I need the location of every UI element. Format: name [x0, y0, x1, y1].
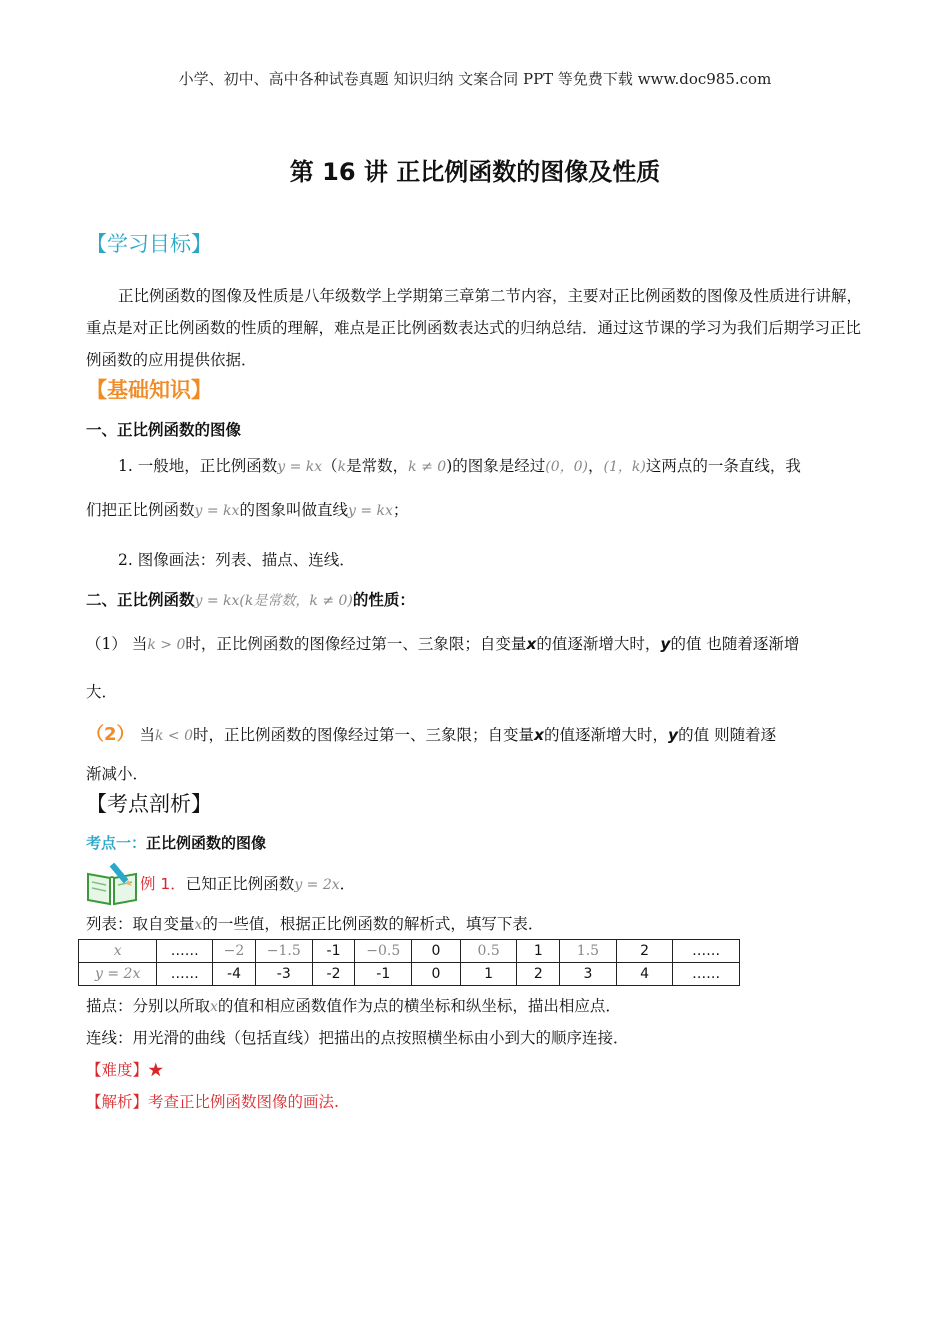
def-math-7: y = kx [347, 503, 393, 519]
property-1-line-1 [86, 632, 866, 654]
s2-math: y = kx(k是常数，k ≠ 0) [194, 593, 353, 609]
def-text-g: 们把正比例函数 [86, 501, 195, 519]
def-text-i: ； [392, 501, 409, 519]
example-end: ． [339, 875, 356, 893]
property-1-line-2: 大． [86, 683, 118, 701]
analysis-heading: 【考点剖析】 [86, 792, 212, 816]
learning-goal-text: 正比例函数的图像及性质是八年级数学上学期第三章第二节内容，主要对正比例函数的图像及性质进行讲解，重点是对正比例函数的性质的理解，难点是正比例函数表达式的归纳总结．通过这节课的学习为我们后期学习正比例函数的应用提供依据． [86, 287, 863, 369]
example-label: 例 1． [140, 875, 186, 893]
section-one-title: 一、正比例函数的图像 [86, 421, 242, 439]
c1-text-c: 的值逐渐增大时， [536, 635, 661, 653]
def-math-3: k ≠ 0 [408, 459, 447, 475]
key-point-label: 考点一： [86, 834, 147, 852]
c1-var-y: y [660, 635, 671, 653]
table-cell: 1 [517, 940, 560, 963]
def-math-5: (1，k) [603, 459, 646, 475]
c2-var-x: x [534, 726, 545, 744]
def-math-6: y = kx [194, 503, 240, 519]
example-math: y = 2x [294, 877, 340, 893]
table-cell: 2 [517, 963, 560, 986]
c2-num: （2） [86, 724, 135, 745]
plot-text-a: 描点：分别以所取 [86, 997, 211, 1015]
drawing-method: 2. 图像画法：列表、描点、连线． [118, 551, 355, 569]
table-cell: -2 [312, 963, 355, 986]
table-cell: −2 [213, 940, 256, 963]
solution-text: 考查正比例函数图像的画法. [148, 1093, 339, 1111]
table-cell: 1 [460, 963, 517, 986]
table-cell: -1 [355, 963, 412, 986]
plot-text-b: 的值和相应函数值作为点的横坐标和纵坐标，描出相应点． [217, 997, 621, 1015]
table-cell: 2 [616, 940, 673, 963]
c2-text-d: 的值 则随着逐 [678, 726, 777, 744]
plot-var-x: x [210, 999, 218, 1015]
c1-text-b: 时，正比例函数的图像经过第一、三象限；自变量 [185, 635, 527, 653]
c1-num: （1） [86, 635, 127, 653]
table-cell: 4 [616, 963, 673, 986]
learning-goal-heading: 【学习目标】 [86, 232, 212, 256]
basics-heading: 【基础知识】 [86, 378, 212, 402]
table-cell: 0.5 [460, 940, 517, 963]
table-cell: 0 [412, 963, 461, 986]
page-title: 第 16 讲 正比例函数的图像及性质 [289, 158, 661, 186]
def-math-4: (0，0) [545, 459, 588, 475]
def-text-h: 的图象叫做直线 [239, 501, 348, 519]
table-cell: −1.5 [255, 940, 312, 963]
def-text-d: )的图象是经过 [446, 457, 546, 475]
section-two-title [86, 588, 866, 610]
table-cell: 0 [412, 940, 461, 963]
solution-label: 【解析】 [86, 1093, 149, 1111]
table-row [79, 963, 740, 986]
def-math-2: k [337, 459, 347, 475]
difficulty-label: 【难度】 [86, 1061, 149, 1079]
table-cell: y = 2x [79, 963, 157, 986]
property-2-line-2: 渐减小． [86, 765, 149, 783]
difficulty-star: ★ [148, 1061, 164, 1079]
c1-text-d: 的值 也随着逐渐增 [670, 635, 800, 653]
list-text-a: 列表：取自变量 [86, 915, 195, 933]
definition-line-2 [86, 498, 866, 520]
value-table [78, 939, 740, 986]
key-point-title: 正比例函数的图像 [146, 834, 267, 852]
c1-text-a: 当 [131, 635, 148, 653]
def-text-f: 这两点的一条直线，我 [645, 457, 801, 475]
s2-text-b: 的性质： [352, 591, 415, 609]
list-instruction [86, 912, 866, 934]
def-text-b: （ [322, 457, 338, 475]
c1-math: k > 0 [147, 637, 186, 653]
table-cell: -3 [255, 963, 312, 986]
key-point-one [86, 832, 266, 853]
table-cell: -1 [312, 940, 355, 963]
table-cell: …… [673, 940, 740, 963]
def-math-1: y = kx [277, 459, 323, 475]
solution [86, 1090, 866, 1112]
connect-instruction: 连线：用光滑的曲线（包括直线）把描出的点按照横坐标由小到大的顺序连接． [86, 1029, 629, 1047]
table-cell: -4 [213, 963, 256, 986]
table-cell: …… [157, 940, 213, 963]
table-cell: 3 [560, 963, 617, 986]
list-text-b: 的一些值，根据正比例函数的解析式，填写下表． [202, 915, 544, 933]
example-one [140, 872, 355, 894]
c2-text-a: 当 [139, 726, 155, 744]
table-row [79, 940, 740, 963]
table-cell: 1.5 [560, 940, 617, 963]
table-cell: x [79, 940, 157, 963]
table-cell: …… [673, 963, 740, 986]
difficulty [86, 1058, 866, 1080]
definition-line-1 [118, 454, 866, 476]
plot-instruction [86, 994, 866, 1016]
c2-text-c: 的值逐渐增大时， [544, 726, 669, 744]
c2-var-y: y [668, 726, 679, 744]
c2-math: k < 0 [154, 728, 194, 744]
c2-text-b: 时，正比例函数的图像经过第一、三象限；自变量 [193, 726, 535, 744]
property-2-line-1 [86, 720, 866, 746]
def-text-e: ， [588, 457, 604, 475]
page-header: 小学、初中、高中各种试卷真题 知识归纳 文案合同 PPT 等免费下载 www.doc985.com [178, 70, 772, 88]
open-book-icon [86, 860, 138, 906]
table-cell: …… [157, 963, 213, 986]
example-text: 已知正比例函数 [185, 875, 295, 893]
def-text-a: 1. 一般地，正比例函数 [118, 457, 278, 475]
c1-var-x: x [526, 635, 537, 653]
s2-text-a: 二、正比例函数 [86, 591, 195, 609]
list-var-x: x [194, 917, 203, 933]
def-text-c: 是常数， [346, 457, 409, 475]
table-cell: −0.5 [355, 940, 412, 963]
